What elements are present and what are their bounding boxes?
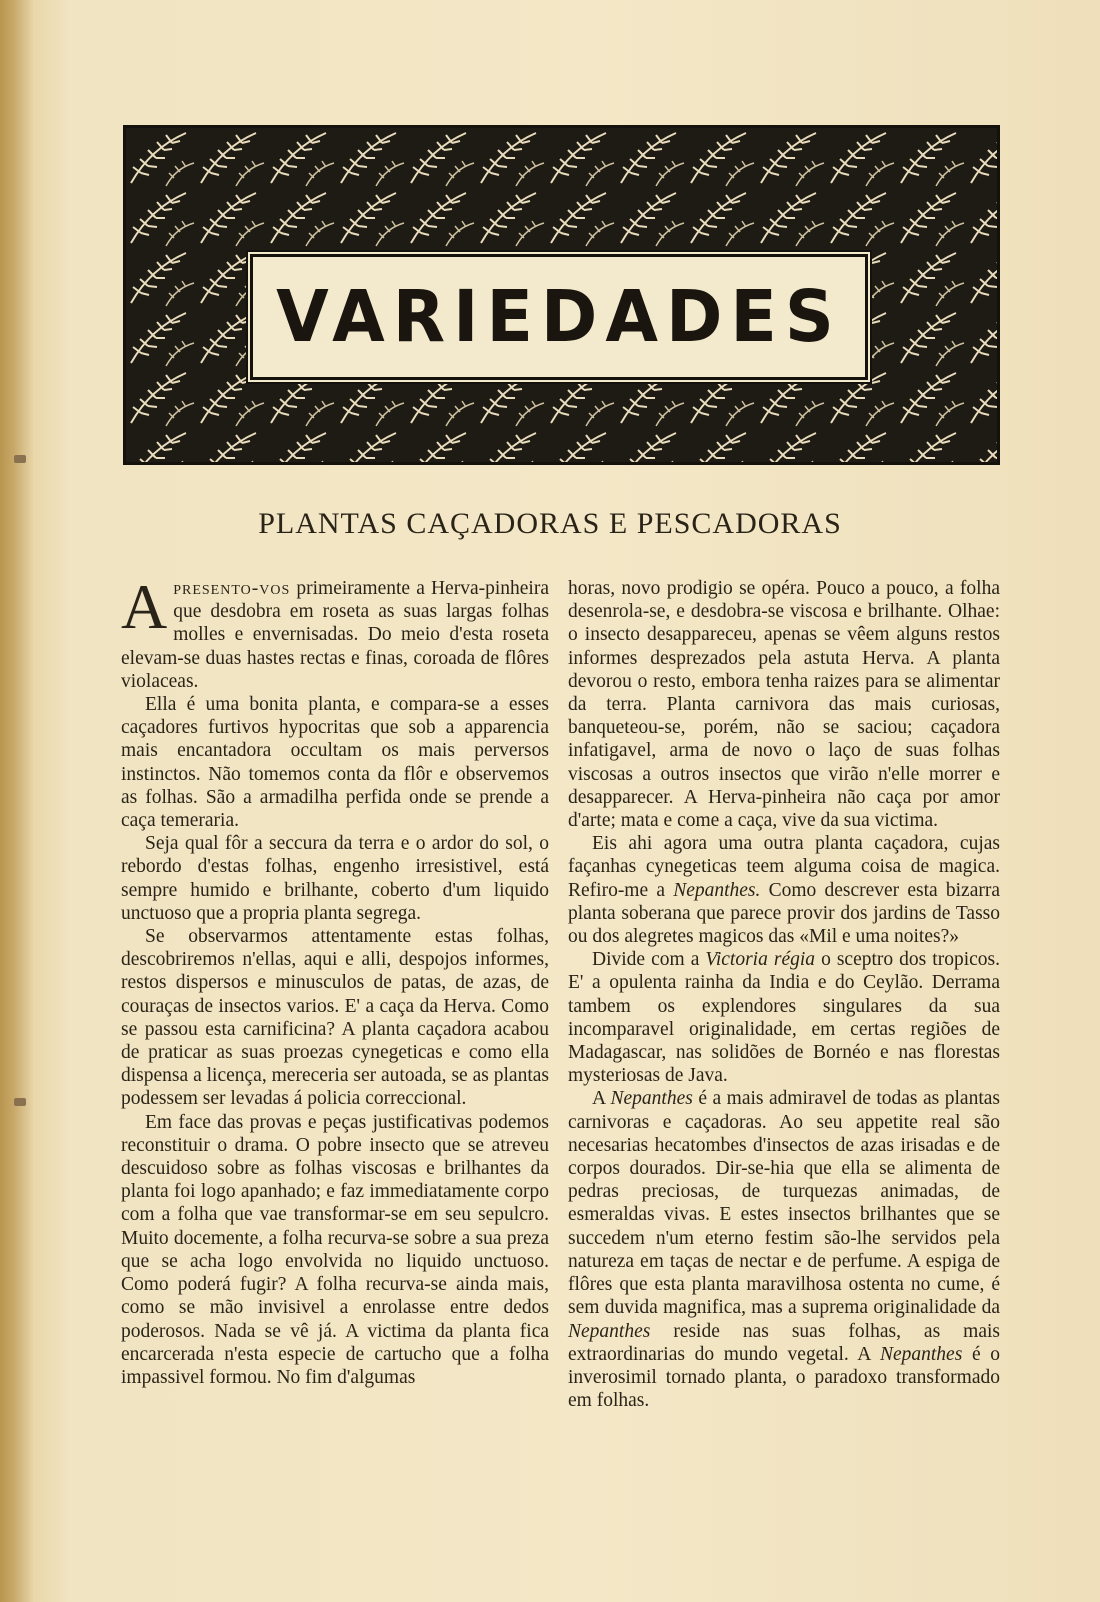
paragraph-text: é a mais admiravel de todas as plantas carnivoras e caçadoras. Ao seu appetite real são necesarias hecatombes d'insectos de azas irisadas e de corpos dourados. Dir-se-hia que ella se alimenta de pedras preciosas, de turquezas animadas, de esmeraldas vivas. E estes insectos brilhantes que se succedem n'um eterno festim são-lhe servidos pela natureza em taças de nectar e de perfume. A espiga de flôres que esta planta maravilhosa ostenta no cume, é sem duvida magnifica, mas a suprema originalidade da xyxy=(568,1088,1000,1319)
paragraph-text: A xyxy=(592,1088,611,1110)
paragraph: Seja qual fôr a seccura da terra e o ardor do sol, o rebordo d'estas folhas, engenho irresistivel, está sempre humido e brilhante, coberto d'um liquido unctuoso que a propria planta segrega. xyxy=(121,833,549,924)
paragraph-text: o sceptro dos tropicos. E' a opulenta rainha da India e do Ceylão. Derrama tambem os explendores singulares da sua incomparavel originalidade, em certas regiões de Madagascar, nas solidões de Bornéo e nas florestas mysteriosas de Java. xyxy=(568,949,1000,1087)
italic-term: Nepanthes xyxy=(568,1320,651,1342)
paragraph: horas, novo prodigio se opéra. Pouco a pouco, a folha desenrola-se, e desdobra-se viscosa e brilhante. Olhae: o insecto desappareceu, apenas se vêem alguns restos informes desprezados pela astuta Herva. A planta devorou o resto, embora tenha raizes para se alimentar da terra. Planta carnivora das mais curiosas, banqueteou-se, porém, não se saciou; caçadora infatigavel, arma de novo o laço de suas folhas viscosas a outros insectos que virão n'elle morrer e desapparecer. A Herva-pinheira não caça por amor d'arte; mata e come a caça, vive da sua victima. xyxy=(568,578,1000,832)
paragraph: Se observarmos attentamente estas folhas, descobriremos n'ellas, aqui e alli, despojos informes, restos dispersos e minusculos de patas, de azas, de couraças de insectos varios. E' a caça da Herva. Como se passou esta carnificina? A planta caçadora acabou de praticar as suas proezas cynegeticas e como ella dispensa a licença, mereceria ser autoada, se as plantas podessem ser levadas á policia correccional. xyxy=(121,926,549,1110)
paragraph xyxy=(121,571,549,693)
paragraph-text: primeiramente a Herva-pinheira que desdobra em roseta as suas largas folhas molles e envernisadas. Do meio d'esta roseta elevam-se duas hastes rectas e finas, coroada de flôres violaceas. xyxy=(121,578,549,692)
article-title: PLANTAS CAÇADORAS E PESCADORAS xyxy=(258,507,842,540)
paragraph-text: Divide com a xyxy=(592,949,706,971)
book-binding xyxy=(0,0,34,1602)
paragraph-text: Como descrever esta bizarra planta soberana que parece provir dos jardins de Tasso ou dos alegretes magicos das «Mil e uma noites?» xyxy=(568,879,1000,948)
italic-term: Nepanthes. xyxy=(673,879,761,901)
paragraph xyxy=(568,832,1000,948)
drop-cap: A xyxy=(121,571,168,642)
banner-title-box xyxy=(250,254,868,380)
left-column xyxy=(121,571,549,1389)
paragraph-text: é o inverosimil tornado planta, o paradoxo transformado em folhas. xyxy=(568,1343,1001,1412)
italic-term: Nepanthes xyxy=(879,1343,963,1365)
paragraph: Em face das provas e peças justificativas podemos reconstituir o drama. O pobre insecto que se atreveu descuidoso sobre as folhas viscosas e brilhantes da planta foi logo apanhado; e faz immediatamente corpo com a folha que vae transformar-se em seu sepulcro. Muito docemente, a folha recurva-se sobre a sua preza que se acha logo envolvida no liquido unctuoso. Como poderá fugir? A folha recurva-se ainda mais, como se mão invisivel a enrolasse entre dedos poderosos. Nada se vê já. A victima da planta fica encarcerada n'esta especie de cartucho que a folha impassivel formou. No fim d'algumas xyxy=(121,1111,549,1388)
binding-stitch xyxy=(14,1098,26,1106)
right-column xyxy=(568,577,1000,1412)
paragraph xyxy=(568,948,1000,1087)
section-title: VARIEDADES xyxy=(276,275,842,359)
header-banner xyxy=(123,125,1000,465)
paragraph xyxy=(568,1087,1000,1412)
lead-in: presento-vos xyxy=(173,578,291,599)
binding-stitch xyxy=(14,455,26,463)
italic-term: Nepanthes xyxy=(610,1088,693,1110)
paragraph: Ella é uma bonita planta, e compara-se a esses caçadores furtivos hypocritas que sob a apparencia mais encantadora occultam os mais perversos instinctos. Não tomemos conta da flôr e observemos as folhas. São a armadilha perfida onde se prende a caça temeraria. xyxy=(121,694,549,832)
italic-term: Victoria régia xyxy=(705,949,816,971)
paragraph-text: Eis ahi agora uma outra planta caçadora, cujas façanhas cynegeticas teem alguma coisa de magica. Refiro-me a xyxy=(568,833,1000,901)
paragraph-text: reside nas suas folhas, as mais extraordinarias do mundo vegetal. A xyxy=(568,1320,1000,1365)
